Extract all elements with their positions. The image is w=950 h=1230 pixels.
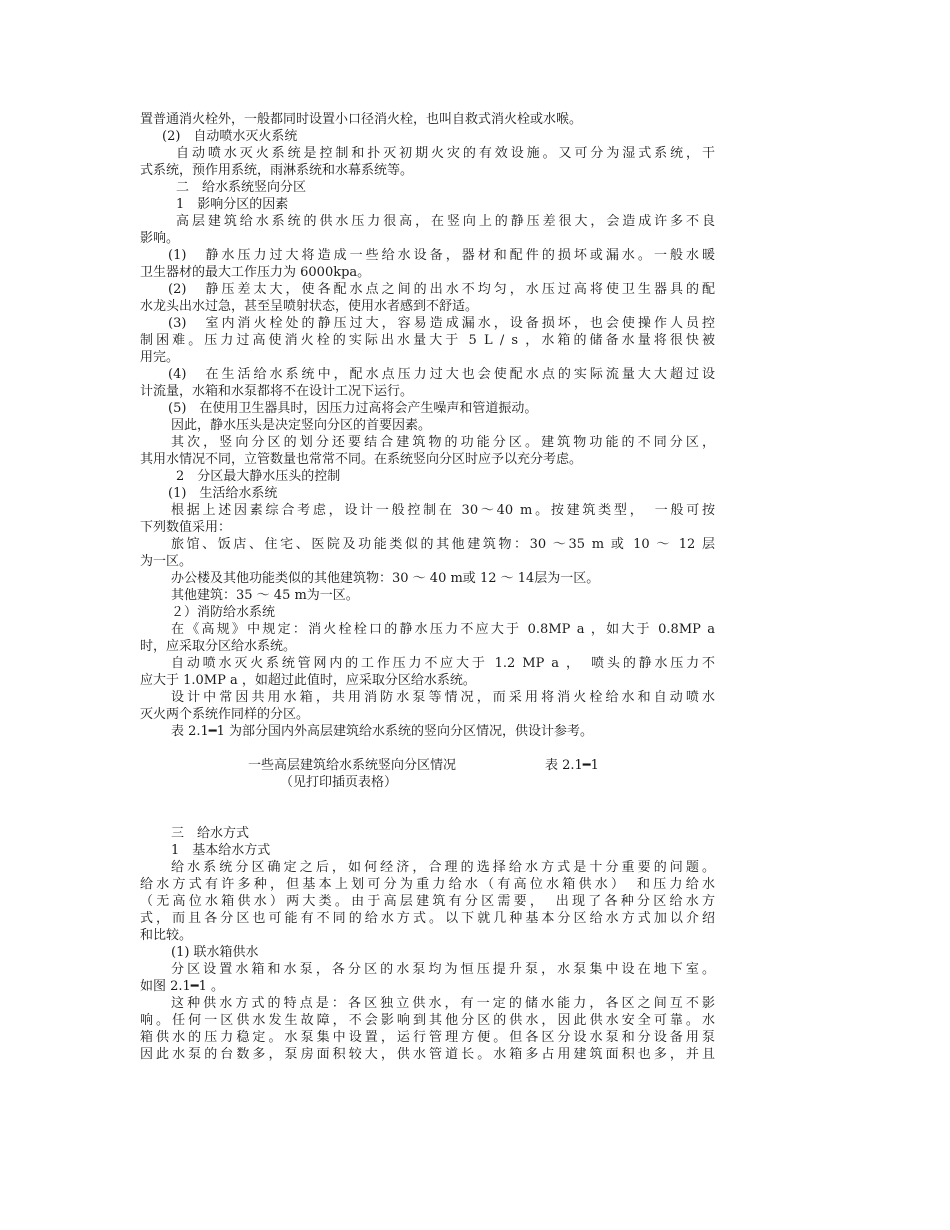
- text-line: (4) 在生活给水系统中，配水点压力过大也会使配水点的实际流量大大超过设: [168, 367, 715, 382]
- text-line: 自动喷水灭火系统是控制和扑灭初期火灾的有效设施。又可分为湿式系统，干: [176, 146, 715, 161]
- text-line: (2) 静压差太大，使各配水点之间的出水不均匀，水压过高将使卫生器具的配: [168, 282, 715, 297]
- text-line: 置普通消火栓外，一般都同时设置小口径消火栓，也叫自救式消火栓或水喉。: [140, 112, 583, 127]
- text-line: 表 2.1━1 为部分国内外高层建筑给水系统的竖向分区情况，供设计参考。: [171, 724, 594, 739]
- table-caption: [140, 757, 715, 791]
- section-heading: 1 基本给水方式: [171, 843, 271, 858]
- text-line: 箱供水的压力稳定。水泵集中设置，运行管理方便。但各区分设水泵和分设备用泵: [140, 1030, 715, 1045]
- text-line: 旅馆、饭店、住宅、医院及功能类似的其他建筑物：30 ～35 m 或 10 ～ 12 层: [171, 537, 715, 552]
- text-line: 给水方式有许多种，但基本上划可分为重力给水（有高位水箱供水） 和压力给水: [140, 877, 715, 892]
- text-line: 分区设置水箱和水泵，各分区的水泵均为恒压提升泵，水泵集中设在地下室。: [171, 962, 715, 977]
- text-line: (5) 在使用卫生器具时，因压力过高将会产生噪声和管道振动。: [168, 401, 538, 416]
- text-line: 和比较。: [140, 928, 193, 943]
- text-line: 设计中常因共用水箱，共用消防水泵等情况，而采用将消火栓给水和自动喷水: [171, 690, 715, 705]
- section-heading: (1) 生活给水系统: [168, 486, 278, 501]
- text-line: 因此，静水压头是决定竖向分区的首要因素。: [171, 418, 432, 433]
- section-heading: ２）消防给水系统: [171, 605, 276, 620]
- table-caption-title: 一些高层建筑给水系统竖向分区情况: [248, 758, 457, 773]
- text-line: 为一区。: [140, 554, 193, 569]
- text-line: 其他建筑：35 ～ 45 m为一区。: [171, 588, 359, 603]
- text-line: 响。任何一区供水发生故障，不会影响到其他分区的供水，因此供水安全可靠。水: [140, 1013, 715, 1028]
- section-heading: (2) 自动喷水灭火系统: [162, 129, 298, 144]
- text-line: 时，应采取分区给水系统。: [140, 639, 297, 654]
- text-line: 在《高规》中规定：消火栓栓口的静水压力不应大于 0.8MP a ，如大于 0.8MP a: [171, 622, 715, 637]
- text-line: 因此水泵的台数多，泵房面积较大，供水管道长。水箱多占用建筑面积也多，并且: [140, 1047, 715, 1062]
- document-body: [140, 111, 715, 1063]
- text-line: 其次，竖向分区的划分还要结合建筑物的功能分区。建筑物功能的不同分区，: [171, 435, 715, 450]
- text-line: 根据上述因素综合考虑，设计一般控制在 30～40 m。按建筑类型， 一般可按: [171, 503, 715, 518]
- section-heading: 1 影响分区的因素: [176, 197, 289, 212]
- text-line: （无高位水箱供水）两大类。由于高层建筑有分区需要， 出现了各种分区给水方: [140, 894, 715, 909]
- spacer: [140, 808, 715, 825]
- section-heading: (1) 联水箱供水: [171, 945, 259, 960]
- text-line: 式，而且各分区也可能有不同的给水方式。以下就几种基本分区给水方式加以介绍: [140, 911, 715, 926]
- section-heading: 三 给水方式: [171, 826, 250, 841]
- text-line: 应大于 1.0MP a ，如超过此值时，应采取分区给水系统。: [140, 673, 476, 688]
- text-line: 计流量，水箱和水泵都将不在设计工况下运行。: [140, 384, 414, 399]
- text-line: 制困难。压力过高使消火栓的实际出水量大于 5 L / s ，水箱的储备水量将很快被: [140, 333, 715, 348]
- text-line: 其用水情况不同，立管数量也常常不同。在系统竖向分区时应予以充分考虑。: [140, 452, 583, 467]
- text-line: (3) 室内消火栓处的静压过大，容易造成漏水，设备损坏，也会使操作人员控: [168, 316, 715, 331]
- table-caption-number: 表 2.1━1: [545, 758, 599, 773]
- text-line: 给水系统分区确定之后，如何经济，合理的选择给水方式是十分重要的问题。: [171, 860, 715, 875]
- text-line: (1) 静水压力过大将造成一些给水设备，器材和配件的损坏或漏水。一般水暖: [168, 248, 715, 263]
- spacer: [140, 740, 715, 757]
- text-line: 用完。: [140, 350, 180, 365]
- text-line: 下列数值采用：: [140, 520, 232, 535]
- text-line: 影响。: [140, 231, 180, 246]
- text-line: 高层建筑给水系统的供水压力很高，在竖向上的静压差很大，会造成许多不良: [176, 214, 715, 229]
- text-line: 办公楼及其他功能类似的其他建筑物：30 ～ 40 m或 12 ～ 14层为一区。: [171, 571, 600, 586]
- text-line: 式系统，预作用系统，雨淋系统和水幕系统等。: [140, 163, 414, 178]
- section-heading: 二 给水系统竖向分区: [176, 180, 307, 195]
- section-heading: 2 分区最大静水压头的控制: [176, 469, 341, 484]
- spacer: [140, 791, 715, 808]
- text-line: 自动喷水灭火系统管网内的工作压力不应大于 1.2 MP a ， 喷头的静水压力不: [171, 656, 715, 671]
- text-line: 水龙头出水过急，甚至呈喷射状态，使用水者感到不舒适。: [140, 299, 479, 314]
- table-caption-note: （见打印插页表格）: [280, 775, 398, 790]
- text-line: 卫生器材的最大工作压力为 6000kpa。: [140, 265, 371, 280]
- text-line: 这种供水方式的特点是：各区独立供水，有一定的储水能力，各区之间互不影: [171, 996, 715, 1011]
- text-line: 灭火两个系统作同样的分区。: [140, 707, 310, 722]
- text-line: 如图 2.1━1 。: [140, 979, 225, 994]
